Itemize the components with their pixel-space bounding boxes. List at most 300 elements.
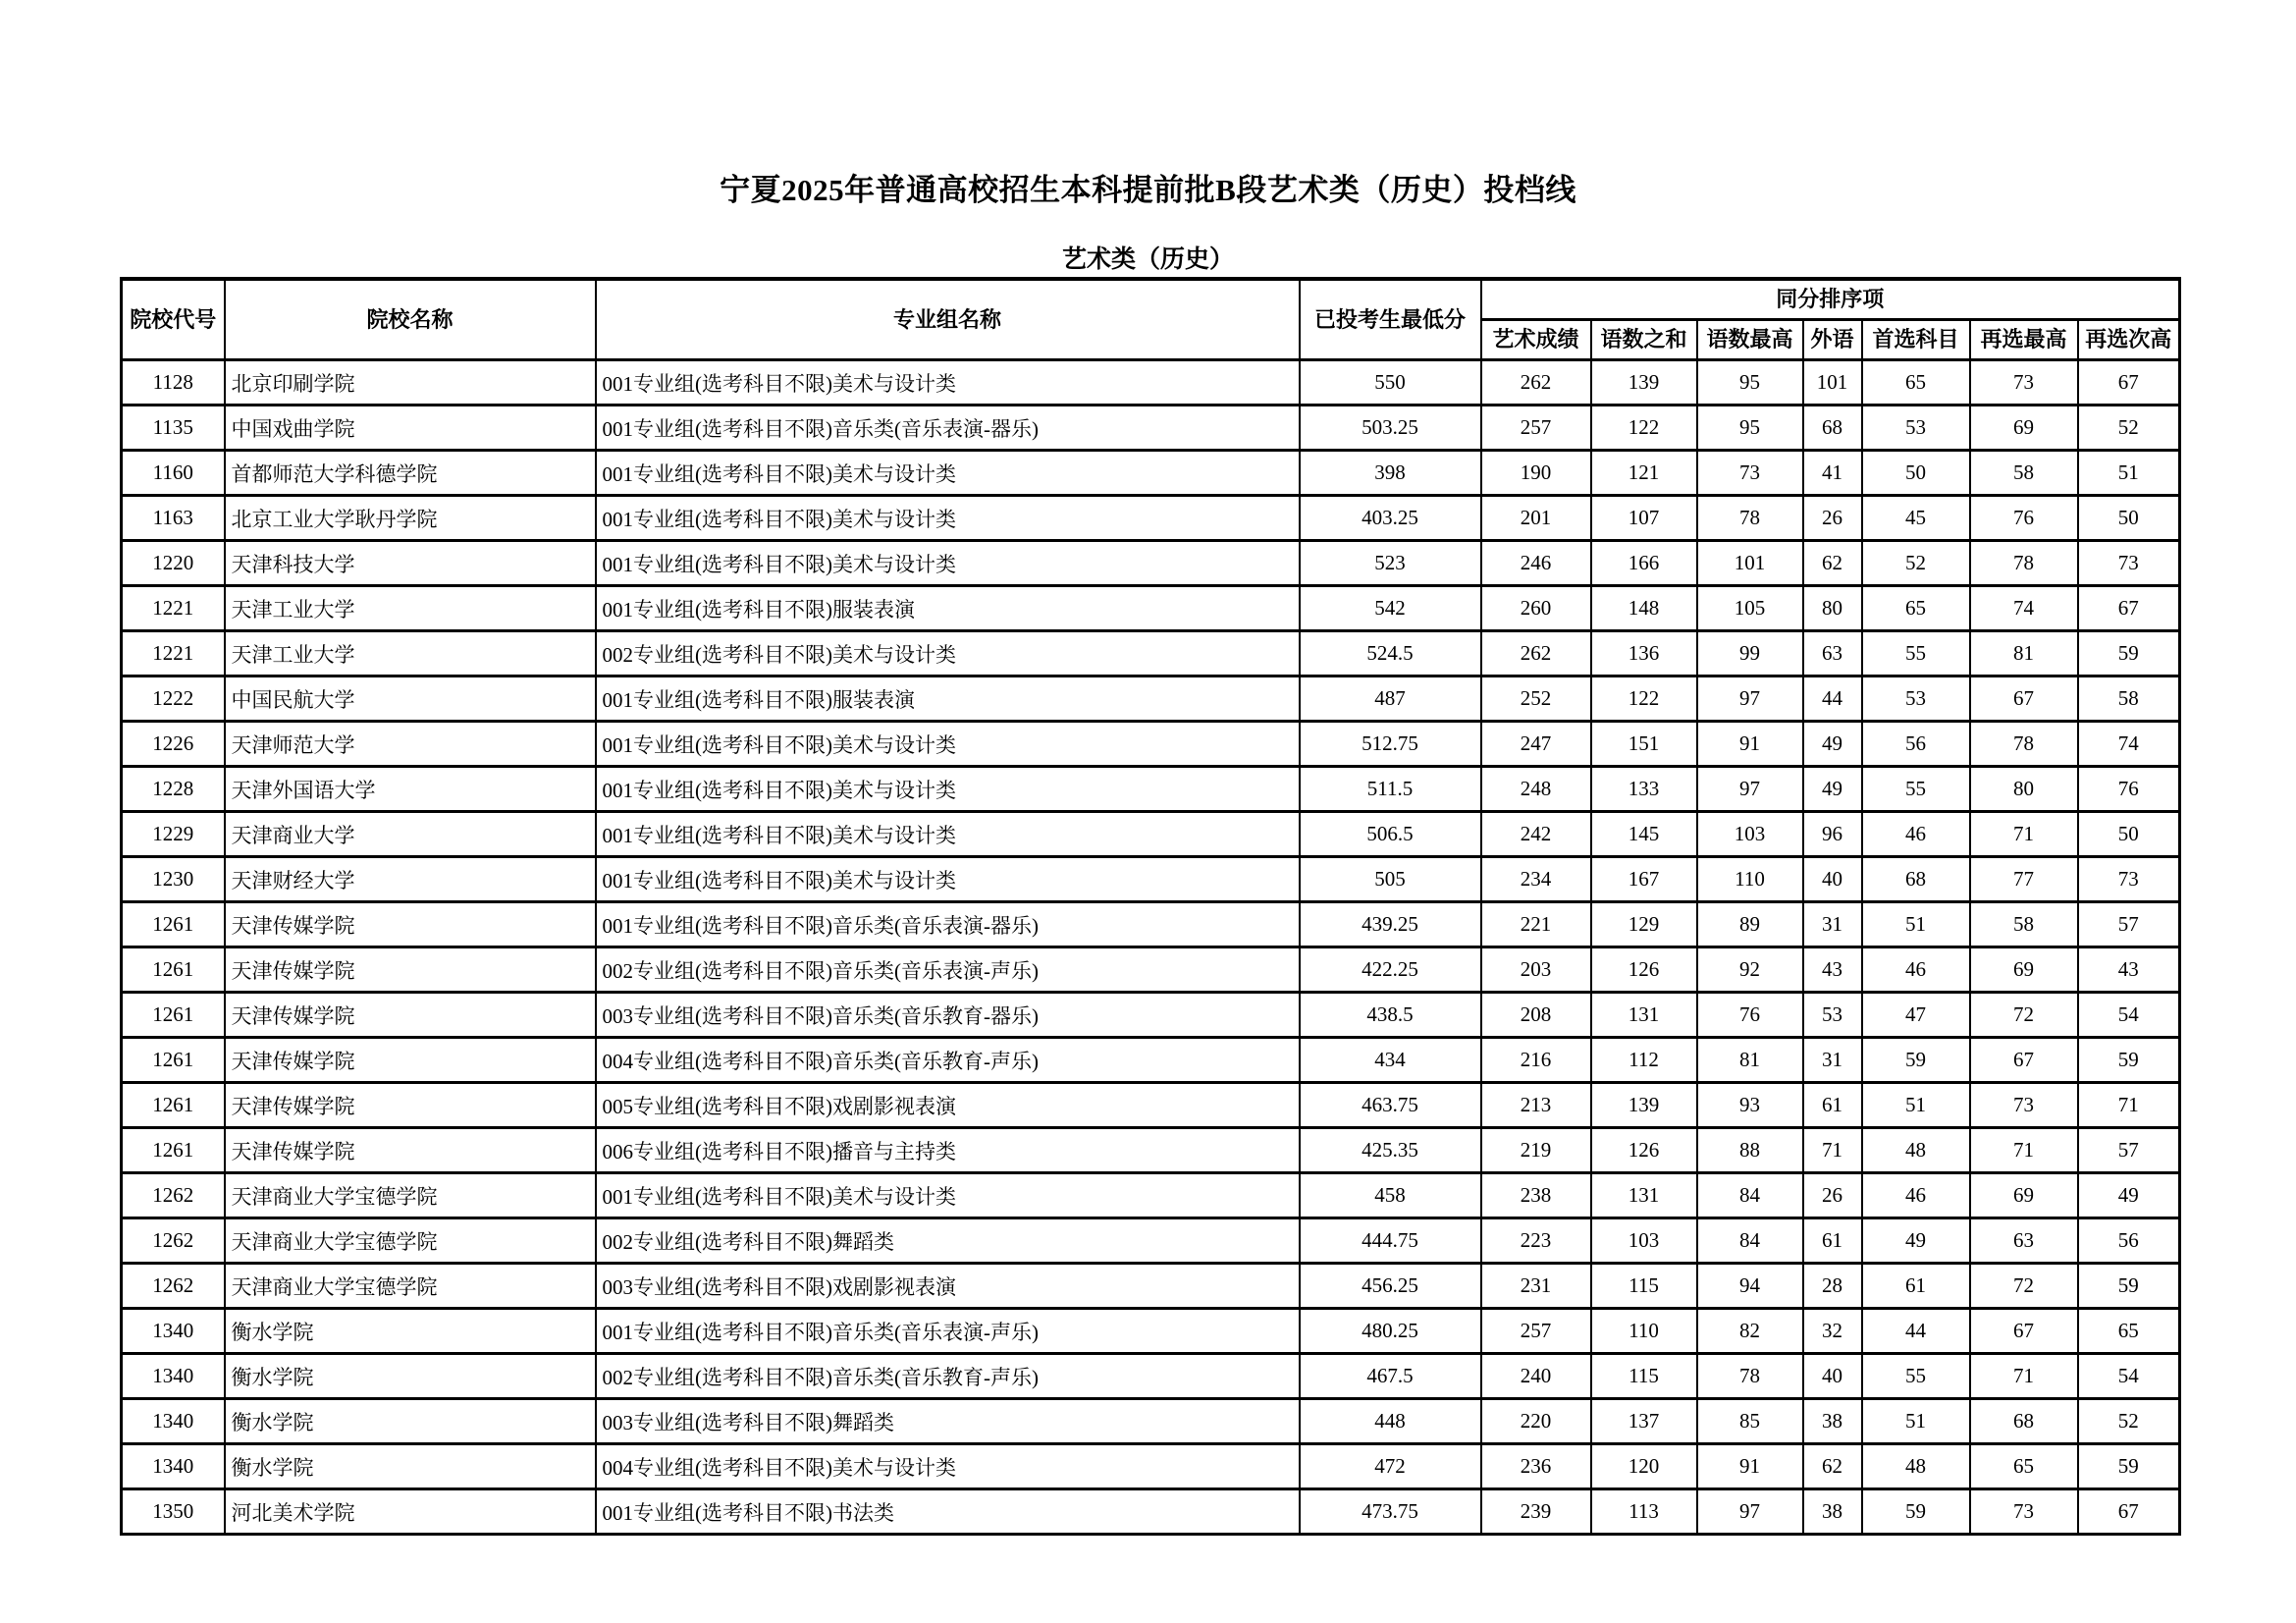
cell-foreign-lang: 49 [1803, 767, 1862, 812]
cell-foreign-lang: 32 [1803, 1309, 1862, 1354]
table-row [122, 360, 2180, 406]
admission-score-table [120, 277, 2181, 1536]
cell-first-subject: 51 [1862, 902, 1970, 947]
cell-reselect-second: 59 [2078, 1038, 2180, 1083]
table-row [122, 1399, 2180, 1444]
cell-reselect-high: 71 [1970, 1128, 2078, 1173]
cell-min-score: 434 [1300, 1038, 1481, 1083]
header-first-subject: 首选科目 [1862, 320, 1970, 360]
cell-college-code: 1128 [122, 360, 225, 406]
cell-college-code: 1229 [122, 812, 225, 857]
cell-major-group: 002专业组(选考科目不限)美术与设计类 [596, 631, 1300, 676]
cell-min-score: 550 [1300, 360, 1481, 406]
cell-chn-math-max: 78 [1697, 1354, 1803, 1399]
cell-min-score: 512.75 [1300, 722, 1481, 767]
cell-college-name: 北京工业大学耿丹学院 [225, 496, 596, 541]
cell-chn-math-sum: 139 [1591, 1083, 1697, 1128]
cell-foreign-lang: 38 [1803, 1399, 1862, 1444]
cell-art-score: 248 [1481, 767, 1591, 812]
cell-college-name: 天津外国语大学 [225, 767, 596, 812]
cell-min-score: 425.35 [1300, 1128, 1481, 1173]
cell-art-score: 257 [1481, 406, 1591, 451]
cell-college-code: 1261 [122, 1128, 225, 1173]
header-chn-math-max: 语数最高 [1697, 320, 1803, 360]
cell-first-subject: 46 [1862, 947, 1970, 993]
header-row-top [122, 279, 2180, 320]
cell-chn-math-max: 101 [1697, 541, 1803, 586]
cell-first-subject: 65 [1862, 586, 1970, 631]
cell-major-group: 001专业组(选考科目不限)美术与设计类 [596, 360, 1300, 406]
cell-foreign-lang: 71 [1803, 1128, 1862, 1173]
cell-first-subject: 46 [1862, 812, 1970, 857]
header-reselect-high: 再选最高 [1970, 320, 2078, 360]
table-row [122, 947, 2180, 993]
table-row [122, 767, 2180, 812]
table-row [122, 902, 2180, 947]
cell-chn-math-sum: 145 [1591, 812, 1697, 857]
cell-major-group: 004专业组(选考科目不限)美术与设计类 [596, 1444, 1300, 1489]
cell-chn-math-sum: 167 [1591, 857, 1697, 902]
cell-chn-math-max: 88 [1697, 1128, 1803, 1173]
section-subtitle: 艺术类（历史） [1061, 246, 1234, 273]
cell-reselect-high: 67 [1970, 1038, 2078, 1083]
header-foreign-lang: 外语 [1803, 320, 1862, 360]
cell-major-group: 004专业组(选考科目不限)音乐类(音乐教育-声乐) [596, 1038, 1300, 1083]
cell-college-name: 衡水学院 [225, 1399, 596, 1444]
cell-foreign-lang: 96 [1803, 812, 1862, 857]
cell-foreign-lang: 28 [1803, 1264, 1862, 1309]
cell-reselect-high: 77 [1970, 857, 2078, 902]
cell-reselect-high: 71 [1970, 1354, 2078, 1399]
cell-reselect-second: 74 [2078, 722, 2180, 767]
cell-reselect-second: 43 [2078, 947, 2180, 993]
cell-college-name: 天津师范大学 [225, 722, 596, 767]
cell-art-score: 223 [1481, 1218, 1591, 1264]
cell-chn-math-sum: 131 [1591, 993, 1697, 1038]
cell-first-subject: 45 [1862, 496, 1970, 541]
cell-college-name: 天津传媒学院 [225, 1128, 596, 1173]
cell-min-score: 542 [1300, 586, 1481, 631]
cell-min-score: 473.75 [1300, 1489, 1481, 1535]
table-row [122, 1264, 2180, 1309]
cell-major-group: 002专业组(选考科目不限)舞蹈类 [596, 1218, 1300, 1264]
cell-reselect-high: 69 [1970, 1173, 2078, 1218]
cell-major-group: 001专业组(选考科目不限)音乐类(音乐表演-器乐) [596, 902, 1300, 947]
cell-first-subject: 51 [1862, 1083, 1970, 1128]
cell-art-score: 247 [1481, 722, 1591, 767]
cell-art-score: 213 [1481, 1083, 1591, 1128]
cell-art-score: 260 [1481, 586, 1591, 631]
cell-art-score: 236 [1481, 1444, 1591, 1489]
cell-first-subject: 56 [1862, 722, 1970, 767]
cell-chn-math-sum: 122 [1591, 676, 1697, 722]
cell-chn-math-max: 94 [1697, 1264, 1803, 1309]
cell-foreign-lang: 44 [1803, 676, 1862, 722]
cell-reselect-second: 51 [2078, 451, 2180, 496]
cell-chn-math-sum: 148 [1591, 586, 1697, 631]
cell-foreign-lang: 62 [1803, 1444, 1862, 1489]
cell-college-name: 天津传媒学院 [225, 947, 596, 993]
cell-foreign-lang: 63 [1803, 631, 1862, 676]
table-row [122, 1444, 2180, 1489]
cell-reselect-second: 67 [2078, 360, 2180, 406]
cell-major-group: 001专业组(选考科目不限)美术与设计类 [596, 722, 1300, 767]
cell-chn-math-max: 110 [1697, 857, 1803, 902]
cell-college-code: 1221 [122, 586, 225, 631]
cell-reselect-second: 57 [2078, 902, 2180, 947]
cell-foreign-lang: 68 [1803, 406, 1862, 451]
cell-first-subject: 55 [1862, 631, 1970, 676]
cell-college-code: 1262 [122, 1264, 225, 1309]
cell-college-code: 1220 [122, 541, 225, 586]
cell-college-code: 1222 [122, 676, 225, 722]
cell-reselect-high: 80 [1970, 767, 2078, 812]
cell-chn-math-max: 91 [1697, 722, 1803, 767]
cell-foreign-lang: 38 [1803, 1489, 1862, 1535]
cell-reselect-high: 73 [1970, 1489, 2078, 1535]
cell-first-subject: 49 [1862, 1218, 1970, 1264]
cell-major-group: 003专业组(选考科目不限)音乐类(音乐教育-器乐) [596, 993, 1300, 1038]
cell-major-group: 001专业组(选考科目不限)书法类 [596, 1489, 1300, 1535]
cell-min-score: 444.75 [1300, 1218, 1481, 1264]
cell-first-subject: 52 [1862, 541, 1970, 586]
cell-chn-math-sum: 166 [1591, 541, 1697, 586]
cell-first-subject: 51 [1862, 1399, 1970, 1444]
cell-art-score: 216 [1481, 1038, 1591, 1083]
cell-first-subject: 68 [1862, 857, 1970, 902]
cell-reselect-second: 71 [2078, 1083, 2180, 1128]
cell-reselect-second: 67 [2078, 586, 2180, 631]
cell-chn-math-max: 82 [1697, 1309, 1803, 1354]
cell-chn-math-sum: 136 [1591, 631, 1697, 676]
cell-foreign-lang: 40 [1803, 1354, 1862, 1399]
cell-first-subject: 46 [1862, 1173, 1970, 1218]
cell-college-name: 中国民航大学 [225, 676, 596, 722]
cell-art-score: 240 [1481, 1354, 1591, 1399]
cell-art-score: 201 [1481, 496, 1591, 541]
cell-first-subject: 65 [1862, 360, 1970, 406]
cell-college-name: 天津传媒学院 [225, 1038, 596, 1083]
cell-chn-math-sum: 110 [1591, 1309, 1697, 1354]
cell-chn-math-sum: 131 [1591, 1173, 1697, 1218]
cell-min-score: 480.25 [1300, 1309, 1481, 1354]
cell-reselect-second: 57 [2078, 1128, 2180, 1173]
cell-chn-math-sum: 115 [1591, 1264, 1697, 1309]
cell-reselect-second: 54 [2078, 1354, 2180, 1399]
cell-reselect-high: 78 [1970, 722, 2078, 767]
cell-chn-math-max: 97 [1697, 676, 1803, 722]
cell-chn-math-sum: 122 [1591, 406, 1697, 451]
cell-chn-math-max: 92 [1697, 947, 1803, 993]
cell-foreign-lang: 31 [1803, 1038, 1862, 1083]
cell-college-name: 天津财经大学 [225, 857, 596, 902]
cell-art-score: 239 [1481, 1489, 1591, 1535]
cell-first-subject: 44 [1862, 1309, 1970, 1354]
cell-college-code: 1340 [122, 1444, 225, 1489]
cell-reselect-second: 52 [2078, 1399, 2180, 1444]
table-row [122, 722, 2180, 767]
header-reselect-second: 再选次高 [2078, 320, 2180, 360]
cell-major-group: 002专业组(选考科目不限)音乐类(音乐表演-声乐) [596, 947, 1300, 993]
cell-chn-math-max: 81 [1697, 1038, 1803, 1083]
cell-college-name: 天津传媒学院 [225, 993, 596, 1038]
cell-chn-math-max: 78 [1697, 496, 1803, 541]
cell-min-score: 403.25 [1300, 496, 1481, 541]
cell-major-group: 001专业组(选考科目不限)服装表演 [596, 676, 1300, 722]
cell-min-score: 524.5 [1300, 631, 1481, 676]
cell-major-group: 001专业组(选考科目不限)美术与设计类 [596, 541, 1300, 586]
cell-major-group: 001专业组(选考科目不限)音乐类(音乐表演-声乐) [596, 1309, 1300, 1354]
cell-college-code: 1135 [122, 406, 225, 451]
cell-first-subject: 55 [1862, 1354, 1970, 1399]
table-row [122, 676, 2180, 722]
cell-foreign-lang: 41 [1803, 451, 1862, 496]
cell-major-group: 001专业组(选考科目不限)美术与设计类 [596, 812, 1300, 857]
cell-art-score: 246 [1481, 541, 1591, 586]
cell-foreign-lang: 61 [1803, 1218, 1862, 1264]
cell-foreign-lang: 40 [1803, 857, 1862, 902]
cell-min-score: 463.75 [1300, 1083, 1481, 1128]
cell-min-score: 472 [1300, 1444, 1481, 1489]
cell-reselect-high: 69 [1970, 947, 2078, 993]
cell-art-score: 257 [1481, 1309, 1591, 1354]
cell-college-code: 1262 [122, 1173, 225, 1218]
table-row [122, 541, 2180, 586]
cell-art-score: 208 [1481, 993, 1591, 1038]
cell-chn-math-max: 93 [1697, 1083, 1803, 1128]
cell-art-score: 234 [1481, 857, 1591, 902]
cell-reselect-second: 73 [2078, 857, 2180, 902]
cell-reselect-high: 58 [1970, 451, 2078, 496]
cell-reselect-second: 54 [2078, 993, 2180, 1038]
cell-major-group: 001专业组(选考科目不限)美术与设计类 [596, 496, 1300, 541]
cell-chn-math-sum: 113 [1591, 1489, 1697, 1535]
cell-chn-math-sum: 120 [1591, 1444, 1697, 1489]
header-art-score: 艺术成绩 [1481, 320, 1591, 360]
cell-college-code: 1262 [122, 1218, 225, 1264]
cell-college-name: 天津工业大学 [225, 631, 596, 676]
cell-reselect-high: 67 [1970, 676, 2078, 722]
cell-foreign-lang: 101 [1803, 360, 1862, 406]
table-row [122, 1489, 2180, 1535]
cell-min-score: 506.5 [1300, 812, 1481, 857]
cell-chn-math-sum: 103 [1591, 1218, 1697, 1264]
cell-reselect-high: 71 [1970, 812, 2078, 857]
cell-college-name: 天津传媒学院 [225, 1083, 596, 1128]
cell-major-group: 002专业组(选考科目不限)音乐类(音乐教育-声乐) [596, 1354, 1300, 1399]
cell-min-score: 398 [1300, 451, 1481, 496]
cell-art-score: 238 [1481, 1173, 1591, 1218]
cell-major-group: 001专业组(选考科目不限)美术与设计类 [596, 857, 1300, 902]
cell-college-name: 衡水学院 [225, 1444, 596, 1489]
cell-college-name: 天津商业大学 [225, 812, 596, 857]
table-row [122, 993, 2180, 1038]
cell-art-score: 242 [1481, 812, 1591, 857]
cell-reselect-second: 56 [2078, 1218, 2180, 1264]
cell-art-score: 231 [1481, 1264, 1591, 1309]
cell-art-score: 262 [1481, 631, 1591, 676]
table-row [122, 1128, 2180, 1173]
cell-college-code: 1226 [122, 722, 225, 767]
cell-college-code: 1340 [122, 1399, 225, 1444]
cell-college-code: 1340 [122, 1354, 225, 1399]
cell-reselect-high: 72 [1970, 993, 2078, 1038]
cell-college-code: 1261 [122, 1083, 225, 1128]
cell-college-code: 1261 [122, 902, 225, 947]
cell-art-score: 221 [1481, 902, 1591, 947]
cell-first-subject: 53 [1862, 676, 1970, 722]
cell-chn-math-max: 84 [1697, 1173, 1803, 1218]
cell-first-subject: 48 [1862, 1444, 1970, 1489]
cell-chn-math-max: 95 [1697, 406, 1803, 451]
cell-art-score: 190 [1481, 451, 1591, 496]
table-row [122, 451, 2180, 496]
cell-college-name: 衡水学院 [225, 1309, 596, 1354]
cell-first-subject: 53 [1862, 406, 1970, 451]
cell-foreign-lang: 49 [1803, 722, 1862, 767]
header-college-code: 院校代号 [122, 279, 225, 360]
cell-college-code: 1350 [122, 1489, 225, 1535]
cell-art-score: 252 [1481, 676, 1591, 722]
cell-reselect-second: 49 [2078, 1173, 2180, 1218]
cell-chn-math-max: 97 [1697, 767, 1803, 812]
cell-first-subject: 50 [1862, 451, 1970, 496]
cell-chn-math-max: 105 [1697, 586, 1803, 631]
cell-chn-math-max: 97 [1697, 1489, 1803, 1535]
header-min-score: 已投考生最低分 [1300, 279, 1481, 360]
cell-reselect-second: 59 [2078, 631, 2180, 676]
cell-reselect-high: 67 [1970, 1309, 2078, 1354]
cell-chn-math-sum: 115 [1591, 1354, 1697, 1399]
cell-college-name: 天津工业大学 [225, 586, 596, 631]
header-college-name: 院校名称 [225, 279, 596, 360]
table-row [122, 586, 2180, 631]
cell-chn-math-sum: 139 [1591, 360, 1697, 406]
cell-college-name: 衡水学院 [225, 1354, 596, 1399]
cell-chn-math-max: 99 [1697, 631, 1803, 676]
cell-chn-math-max: 76 [1697, 993, 1803, 1038]
table-row [122, 1038, 2180, 1083]
cell-reselect-high: 63 [1970, 1218, 2078, 1264]
cell-min-score: 438.5 [1300, 993, 1481, 1038]
cell-first-subject: 47 [1862, 993, 1970, 1038]
cell-art-score: 219 [1481, 1128, 1591, 1173]
cell-foreign-lang: 61 [1803, 1083, 1862, 1128]
cell-chn-math-max: 95 [1697, 360, 1803, 406]
cell-reselect-second: 65 [2078, 1309, 2180, 1354]
table-row [122, 1218, 2180, 1264]
cell-chn-math-sum: 133 [1591, 767, 1697, 812]
cell-chn-math-sum: 126 [1591, 1128, 1697, 1173]
cell-min-score: 523 [1300, 541, 1481, 586]
cell-foreign-lang: 80 [1803, 586, 1862, 631]
cell-chn-math-max: 73 [1697, 451, 1803, 496]
cell-college-code: 1228 [122, 767, 225, 812]
cell-foreign-lang: 26 [1803, 496, 1862, 541]
page-title: 宁夏2025年普通高校招生本科提前批B段艺术类（历史）投档线 [720, 173, 1576, 207]
cell-major-group: 001专业组(选考科目不限)美术与设计类 [596, 767, 1300, 812]
cell-major-group: 001专业组(选考科目不限)美术与设计类 [596, 451, 1300, 496]
table-row [122, 1083, 2180, 1128]
cell-chn-math-sum: 121 [1591, 451, 1697, 496]
table-row [122, 496, 2180, 541]
cell-chn-math-sum: 126 [1591, 947, 1697, 993]
cell-reselect-high: 74 [1970, 586, 2078, 631]
cell-college-name: 天津科技大学 [225, 541, 596, 586]
cell-min-score: 487 [1300, 676, 1481, 722]
table-row [122, 1354, 2180, 1399]
cell-college-name: 天津商业大学宝德学院 [225, 1218, 596, 1264]
cell-foreign-lang: 62 [1803, 541, 1862, 586]
table-row [122, 857, 2180, 902]
cell-college-code: 1160 [122, 451, 225, 496]
cell-first-subject: 61 [1862, 1264, 1970, 1309]
cell-foreign-lang: 43 [1803, 947, 1862, 993]
cell-major-group: 006专业组(选考科目不限)播音与主持类 [596, 1128, 1300, 1173]
cell-reselect-high: 65 [1970, 1444, 2078, 1489]
cell-art-score: 203 [1481, 947, 1591, 993]
table-row [122, 812, 2180, 857]
cell-major-group: 003专业组(选考科目不限)舞蹈类 [596, 1399, 1300, 1444]
cell-college-code: 1261 [122, 993, 225, 1038]
cell-min-score: 505 [1300, 857, 1481, 902]
cell-major-group: 001专业组(选考科目不限)音乐类(音乐表演-器乐) [596, 406, 1300, 451]
cell-major-group: 001专业组(选考科目不限)服装表演 [596, 586, 1300, 631]
cell-min-score: 467.5 [1300, 1354, 1481, 1399]
cell-foreign-lang: 31 [1803, 902, 1862, 947]
cell-college-name: 中国戏曲学院 [225, 406, 596, 451]
cell-min-score: 439.25 [1300, 902, 1481, 947]
cell-college-name: 天津商业大学宝德学院 [225, 1173, 596, 1218]
cell-reselect-high: 72 [1970, 1264, 2078, 1309]
cell-reselect-second: 59 [2078, 1444, 2180, 1489]
cell-major-group: 003专业组(选考科目不限)戏剧影视表演 [596, 1264, 1300, 1309]
cell-reselect-high: 81 [1970, 631, 2078, 676]
cell-reselect-high: 58 [1970, 902, 2078, 947]
cell-college-code: 1221 [122, 631, 225, 676]
cell-reselect-high: 68 [1970, 1399, 2078, 1444]
table-row [122, 1173, 2180, 1218]
cell-min-score: 503.25 [1300, 406, 1481, 451]
cell-first-subject: 59 [1862, 1038, 1970, 1083]
cell-major-group: 005专业组(选考科目不限)戏剧影视表演 [596, 1083, 1300, 1128]
cell-reselect-high: 76 [1970, 496, 2078, 541]
table-row [122, 406, 2180, 451]
cell-reselect-second: 50 [2078, 496, 2180, 541]
cell-reselect-second: 76 [2078, 767, 2180, 812]
cell-min-score: 456.25 [1300, 1264, 1481, 1309]
cell-college-name: 河北美术学院 [225, 1489, 596, 1535]
cell-foreign-lang: 53 [1803, 993, 1862, 1038]
cell-college-code: 1261 [122, 947, 225, 993]
cell-reselect-second: 59 [2078, 1264, 2180, 1309]
cell-first-subject: 55 [1862, 767, 1970, 812]
cell-reselect-high: 73 [1970, 1083, 2078, 1128]
cell-chn-math-max: 103 [1697, 812, 1803, 857]
cell-reselect-second: 58 [2078, 676, 2180, 722]
cell-college-name: 天津传媒学院 [225, 902, 596, 947]
cell-min-score: 448 [1300, 1399, 1481, 1444]
cell-reselect-second: 73 [2078, 541, 2180, 586]
table-row [122, 1309, 2180, 1354]
cell-min-score: 422.25 [1300, 947, 1481, 993]
header-major-group: 专业组名称 [596, 279, 1300, 360]
header-tiebreak-group: 同分排序项 [1481, 279, 2180, 320]
cell-college-code: 1340 [122, 1309, 225, 1354]
cell-chn-math-sum: 107 [1591, 496, 1697, 541]
cell-min-score: 511.5 [1300, 767, 1481, 812]
cell-min-score: 458 [1300, 1173, 1481, 1218]
